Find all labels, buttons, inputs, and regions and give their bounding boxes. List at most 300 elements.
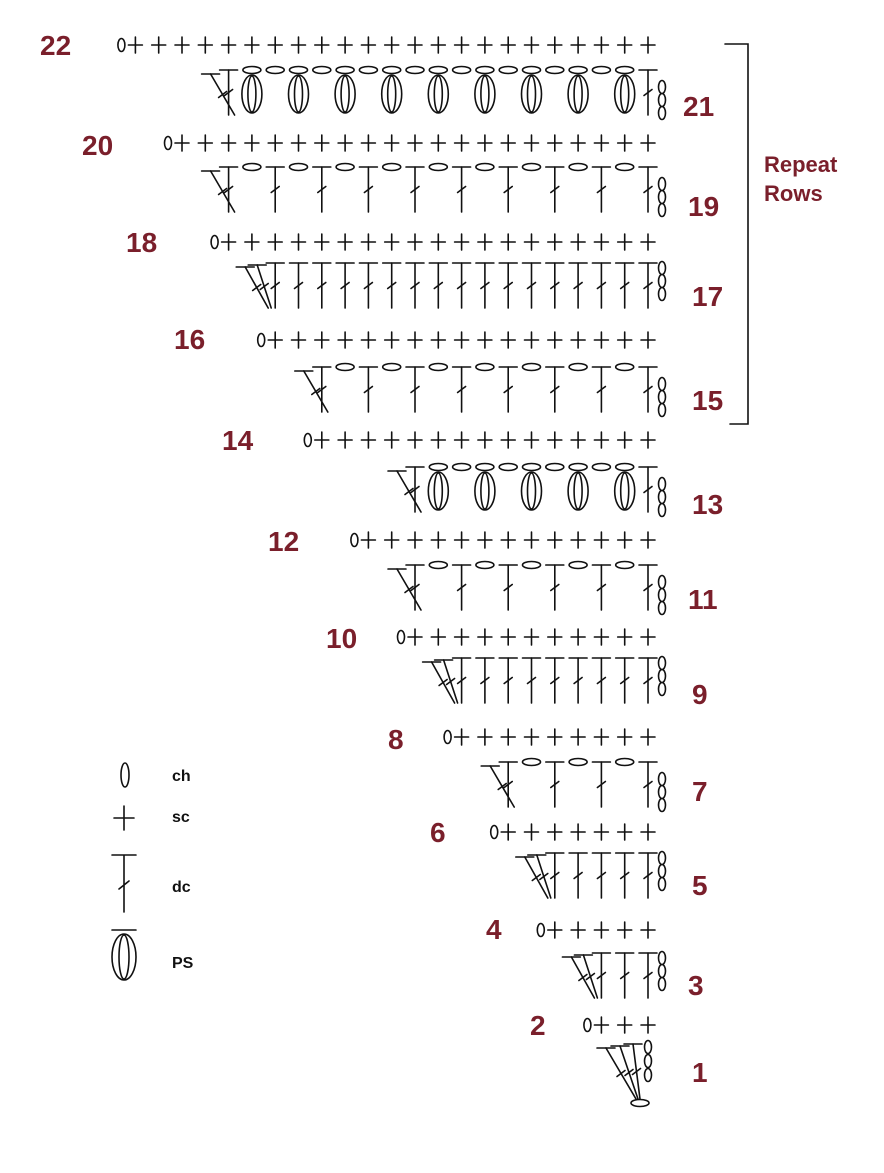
sc-stitch — [175, 135, 189, 151]
sc-stitch — [431, 135, 445, 151]
ch-stitch — [569, 562, 587, 569]
row-label-10: 10 — [326, 623, 358, 654]
sc-stitch — [594, 824, 608, 840]
ch-stitch — [592, 464, 610, 471]
row-15 — [295, 364, 666, 417]
sc-stitch — [338, 37, 352, 53]
sc-stitch — [501, 824, 515, 840]
ps-stitch — [475, 75, 495, 113]
ch-stitch — [429, 562, 447, 569]
sc-stitch — [501, 532, 515, 548]
legend-dc-label: dc — [172, 879, 191, 896]
row-9 — [423, 657, 666, 704]
repeat-bracket-line — [725, 44, 748, 424]
ch-stitch — [546, 67, 564, 74]
ch-stitch — [569, 759, 587, 766]
sc-stitch — [222, 234, 236, 250]
row-8 — [444, 729, 655, 745]
sc-stitch — [455, 532, 469, 548]
sc-stitch — [361, 37, 375, 53]
legend-sc-label: sc — [172, 809, 190, 826]
sc-stitch — [501, 629, 515, 645]
ch-stitch — [523, 464, 541, 471]
row-label-19: 19 — [688, 191, 720, 222]
sc-stitch — [128, 37, 142, 53]
sc-stitch — [641, 37, 655, 53]
row-17 — [236, 262, 665, 309]
dc-icon — [112, 855, 136, 912]
turning-chain — [659, 178, 666, 191]
row-19 — [202, 164, 666, 217]
sc-stitch — [618, 135, 632, 151]
ch-stitch — [429, 364, 447, 371]
sc-stitch — [338, 234, 352, 250]
sc-stitch — [385, 234, 399, 250]
chain-start — [165, 137, 172, 150]
row-label-13: 13 — [692, 489, 724, 520]
ch-stitch — [499, 464, 517, 471]
turning-chain — [659, 589, 666, 602]
sc-stitch — [361, 532, 375, 548]
sc-stitch — [315, 234, 329, 250]
sc-stitch — [478, 532, 492, 548]
turning-chain — [659, 94, 666, 107]
sc-stitch — [315, 135, 329, 151]
ch-stitch — [429, 67, 447, 74]
ch-stitch — [336, 164, 354, 171]
legend-ch-label: ch — [172, 768, 191, 785]
ps-stitch — [475, 472, 495, 510]
row-label-12: 12 — [268, 526, 300, 557]
ch-stitch — [383, 364, 401, 371]
sc-stitch — [268, 37, 282, 53]
sc-stitch — [618, 332, 632, 348]
ch-stitch — [243, 67, 261, 74]
ch-stitch — [476, 562, 494, 569]
sc-stitch — [455, 432, 469, 448]
ch-stitch — [453, 67, 471, 74]
turning-chain — [659, 378, 666, 391]
sc-stitch — [501, 37, 515, 53]
sc-stitch — [385, 432, 399, 448]
sc-stitch — [408, 532, 422, 548]
row-label-3: 3 — [688, 970, 704, 1001]
ch-stitch — [476, 464, 494, 471]
sc-stitch — [618, 37, 632, 53]
turning-chain — [659, 275, 666, 288]
row-10 — [398, 629, 656, 645]
ch-stitch — [569, 67, 587, 74]
row-label-16: 16 — [174, 324, 206, 355]
turning-chain — [659, 602, 666, 615]
row-label-20: 20 — [82, 130, 114, 161]
sc-stitch — [594, 729, 608, 745]
sc-stitch — [385, 332, 399, 348]
sc-stitch — [361, 135, 375, 151]
sc-stitch — [385, 532, 399, 548]
sc-stitch — [548, 532, 562, 548]
sc-stitch — [431, 37, 445, 53]
ps-stitch — [428, 75, 448, 113]
ps-stitch — [615, 472, 635, 510]
sc-stitch — [292, 234, 306, 250]
sc-stitch — [525, 629, 539, 645]
ch-stitch — [592, 67, 610, 74]
sc-stitch — [431, 332, 445, 348]
sc-stitch — [455, 629, 469, 645]
ch-stitch — [616, 164, 634, 171]
ch-stitch — [523, 364, 541, 371]
row-label-17: 17 — [692, 281, 724, 312]
sc-stitch — [338, 135, 352, 151]
row-label-22: 22 — [40, 30, 72, 61]
sc-stitch — [641, 135, 655, 151]
sc-stitch — [618, 234, 632, 250]
ps-stitch — [382, 75, 402, 113]
sc-stitch — [408, 629, 422, 645]
sc-stitch — [548, 432, 562, 448]
sc-stitch — [501, 135, 515, 151]
row-label-21: 21 — [683, 91, 715, 122]
sc-stitch — [548, 332, 562, 348]
turning-chain — [659, 262, 666, 275]
sc-stitch — [618, 532, 632, 548]
ps-stitch — [615, 75, 635, 113]
ch-stitch — [429, 164, 447, 171]
turning-chain — [659, 191, 666, 204]
sc-stitch — [431, 234, 445, 250]
repeat-bracket — [725, 44, 838, 424]
turning-chain — [659, 799, 666, 812]
ch-stitch — [243, 164, 261, 171]
ch-stitch — [476, 67, 494, 74]
legend — [112, 763, 194, 980]
sc-stitch — [525, 824, 539, 840]
sc-stitch — [455, 234, 469, 250]
ps-stitch — [428, 472, 448, 510]
sc-stitch — [268, 135, 282, 151]
row-1 — [597, 1041, 652, 1107]
row-label-14: 14 — [222, 425, 254, 456]
sc-stitch — [571, 729, 585, 745]
sc-stitch — [571, 332, 585, 348]
sc-stitch — [548, 729, 562, 745]
sc-stitch — [431, 532, 445, 548]
ch-stitch — [616, 562, 634, 569]
sc-stitch — [618, 824, 632, 840]
ps-stitch — [522, 75, 542, 113]
sc-stitch — [455, 332, 469, 348]
ch-stitch — [569, 464, 587, 471]
sc-stitch — [548, 629, 562, 645]
ch-stitch — [569, 164, 587, 171]
row-label-7: 7 — [692, 776, 708, 807]
sc-stitch — [641, 432, 655, 448]
sc-stitch — [548, 135, 562, 151]
row-label-8: 8 — [388, 724, 404, 755]
sc-stitch — [641, 234, 655, 250]
row-5 — [516, 852, 666, 899]
ch-stitch — [523, 759, 541, 766]
sc-stitch — [525, 37, 539, 53]
sc-stitch — [594, 37, 608, 53]
ps-stitch — [568, 75, 588, 113]
turning-chain — [659, 391, 666, 404]
sc-stitch — [292, 135, 306, 151]
sc-stitch — [594, 922, 608, 938]
row-4 — [537, 922, 655, 938]
sc-stitch — [618, 1017, 632, 1033]
chain-start — [491, 826, 498, 839]
sc-stitch — [222, 135, 236, 151]
sc-stitch — [594, 332, 608, 348]
ps-stitch — [242, 75, 262, 113]
ch-stitch — [359, 67, 377, 74]
row-20 — [165, 135, 656, 151]
legend-ch — [121, 763, 191, 787]
ps-stitch — [289, 75, 309, 113]
chain-start — [537, 924, 544, 937]
chain-start — [398, 631, 405, 644]
turning-chain — [659, 683, 666, 696]
sc-stitch — [618, 922, 632, 938]
turning-chain — [659, 288, 666, 301]
sc-stitch — [408, 332, 422, 348]
ch-stitch — [645, 1041, 652, 1054]
ch-stitch — [266, 67, 284, 74]
sc-stitch — [594, 432, 608, 448]
ch-stitch — [290, 67, 308, 74]
sc-stitch — [641, 824, 655, 840]
ch-stitch — [546, 464, 564, 471]
sc-stitch — [361, 332, 375, 348]
ch-stitch — [476, 164, 494, 171]
row-6 — [491, 824, 655, 840]
row-14 — [304, 432, 655, 448]
sc-stitch — [315, 432, 329, 448]
ps-stitch — [522, 472, 542, 510]
sc-stitch — [455, 37, 469, 53]
ch-icon — [121, 763, 129, 787]
sc-stitch — [455, 729, 469, 745]
ch-stitch — [616, 364, 634, 371]
row-11 — [388, 562, 666, 615]
row-label-15: 15 — [692, 385, 724, 416]
sc-stitch — [525, 234, 539, 250]
ch-stitch — [429, 464, 447, 471]
sc-stitch — [571, 234, 585, 250]
chain-start — [118, 39, 125, 52]
sc-stitch — [501, 432, 515, 448]
row-label-18: 18 — [126, 227, 158, 258]
sc-stitch — [571, 532, 585, 548]
sc-stitch — [315, 37, 329, 53]
sc-stitch — [641, 629, 655, 645]
turning-chain — [659, 670, 666, 683]
sc-stitch — [501, 729, 515, 745]
row-3 — [562, 952, 665, 999]
sc-stitch — [292, 332, 306, 348]
ch-stitch — [453, 464, 471, 471]
sc-stitch — [618, 432, 632, 448]
row-label-1: 1 — [692, 1057, 708, 1088]
ch-stitch — [645, 1069, 652, 1082]
sc-stitch — [525, 135, 539, 151]
sc-stitch — [361, 432, 375, 448]
repeat-label-line2: Rows — [764, 181, 823, 206]
row-label-5: 5 — [692, 870, 708, 901]
sc-stitch — [245, 135, 259, 151]
sc-stitch — [361, 234, 375, 250]
legend-dc — [112, 855, 191, 912]
ch-stitch — [616, 67, 634, 74]
sc-stitch — [431, 629, 445, 645]
sc-stitch — [478, 37, 492, 53]
row-7 — [481, 759, 665, 812]
row-16 — [258, 332, 655, 348]
sc-stitch — [385, 135, 399, 151]
sc-stitch — [478, 135, 492, 151]
row-label-11: 11 — [688, 584, 718, 615]
sc-stitch — [571, 37, 585, 53]
sc-stitch — [571, 135, 585, 151]
ch-stitch — [336, 364, 354, 371]
ps-stitch — [568, 472, 588, 510]
sc-stitch — [641, 729, 655, 745]
sc-stitch — [641, 532, 655, 548]
sc-stitch — [222, 37, 236, 53]
row-13 — [388, 464, 666, 517]
chain-start — [211, 236, 218, 249]
ch-stitch — [290, 164, 308, 171]
chain-start — [584, 1019, 591, 1032]
sc-stitch — [385, 37, 399, 53]
turning-chain — [659, 576, 666, 589]
row-21 — [202, 67, 666, 120]
sc-stitch — [501, 234, 515, 250]
sc-stitch — [478, 629, 492, 645]
sc-stitch — [525, 332, 539, 348]
sc-stitch — [152, 37, 166, 53]
turning-chain — [659, 878, 666, 891]
ch-stitch — [383, 67, 401, 74]
turning-chain — [659, 81, 666, 94]
sc-stitch — [594, 532, 608, 548]
sc-stitch — [641, 922, 655, 938]
ps-stitch — [335, 75, 355, 113]
turning-chain — [659, 978, 666, 991]
row-22 — [118, 37, 655, 53]
sc-stitch — [198, 135, 212, 151]
sc-stitch — [618, 729, 632, 745]
sc-stitch — [594, 629, 608, 645]
sc-stitch — [594, 1017, 608, 1033]
row-label-6: 6 — [430, 817, 446, 848]
sc-stitch — [618, 629, 632, 645]
sc-stitch — [338, 432, 352, 448]
chain-start — [258, 334, 265, 347]
sc-stitch — [175, 37, 189, 53]
repeat-label-line1: Repeat — [764, 152, 838, 177]
sc-stitch — [408, 234, 422, 250]
ch-stitch — [499, 67, 517, 74]
ch-stitch — [631, 1100, 649, 1107]
ch-stitch — [645, 1055, 652, 1068]
sc-stitch — [268, 332, 282, 348]
sc-stitch — [548, 234, 562, 250]
turning-chain — [659, 204, 666, 217]
row-2 — [584, 1017, 655, 1033]
sc-stitch — [198, 37, 212, 53]
sc-stitch — [478, 729, 492, 745]
ch-stitch — [336, 67, 354, 74]
sc-stitch — [501, 332, 515, 348]
sc-stitch — [525, 432, 539, 448]
turning-chain — [659, 865, 666, 878]
turning-chain — [659, 852, 666, 865]
ch-stitch — [406, 67, 424, 74]
sc-stitch — [315, 332, 329, 348]
ch-stitch — [313, 67, 331, 74]
row-label-9: 9 — [692, 679, 708, 710]
turning-chain — [659, 504, 666, 517]
legend-ps-label: PS — [172, 955, 194, 972]
sc-stitch — [548, 922, 562, 938]
turning-chain — [659, 786, 666, 799]
sc-icon — [114, 806, 134, 830]
turning-chain — [659, 107, 666, 120]
sc-stitch — [478, 332, 492, 348]
turning-chain — [659, 657, 666, 670]
sc-stitch — [478, 432, 492, 448]
sc-stitch — [571, 432, 585, 448]
ch-stitch — [616, 759, 634, 766]
ch-stitch — [523, 562, 541, 569]
row-12 — [351, 532, 655, 548]
ch-stitch — [476, 364, 494, 371]
turning-chain — [659, 952, 666, 965]
sc-stitch — [408, 37, 422, 53]
sc-stitch — [641, 332, 655, 348]
row-label-2: 2 — [530, 1010, 546, 1041]
sc-stitch — [478, 234, 492, 250]
turning-chain — [659, 478, 666, 491]
turning-chain — [659, 491, 666, 504]
sc-stitch — [408, 135, 422, 151]
turning-chain — [659, 965, 666, 978]
sc-stitch — [431, 432, 445, 448]
ch-stitch — [383, 164, 401, 171]
chain-start — [351, 534, 358, 547]
legend-ps — [112, 930, 194, 980]
sc-stitch — [571, 629, 585, 645]
chain-start — [444, 731, 451, 744]
sc-stitch — [455, 135, 469, 151]
sc-stitch — [525, 729, 539, 745]
turning-chain — [659, 404, 666, 417]
sc-stitch — [292, 37, 306, 53]
ch-stitch — [523, 67, 541, 74]
sc-stitch — [245, 234, 259, 250]
sc-stitch — [641, 1017, 655, 1033]
sc-stitch — [548, 824, 562, 840]
sc-stitch — [594, 234, 608, 250]
sc-stitch — [525, 532, 539, 548]
legend-sc — [114, 806, 190, 830]
sc-stitch — [338, 332, 352, 348]
sc-stitch — [408, 432, 422, 448]
sc-stitch — [571, 922, 585, 938]
